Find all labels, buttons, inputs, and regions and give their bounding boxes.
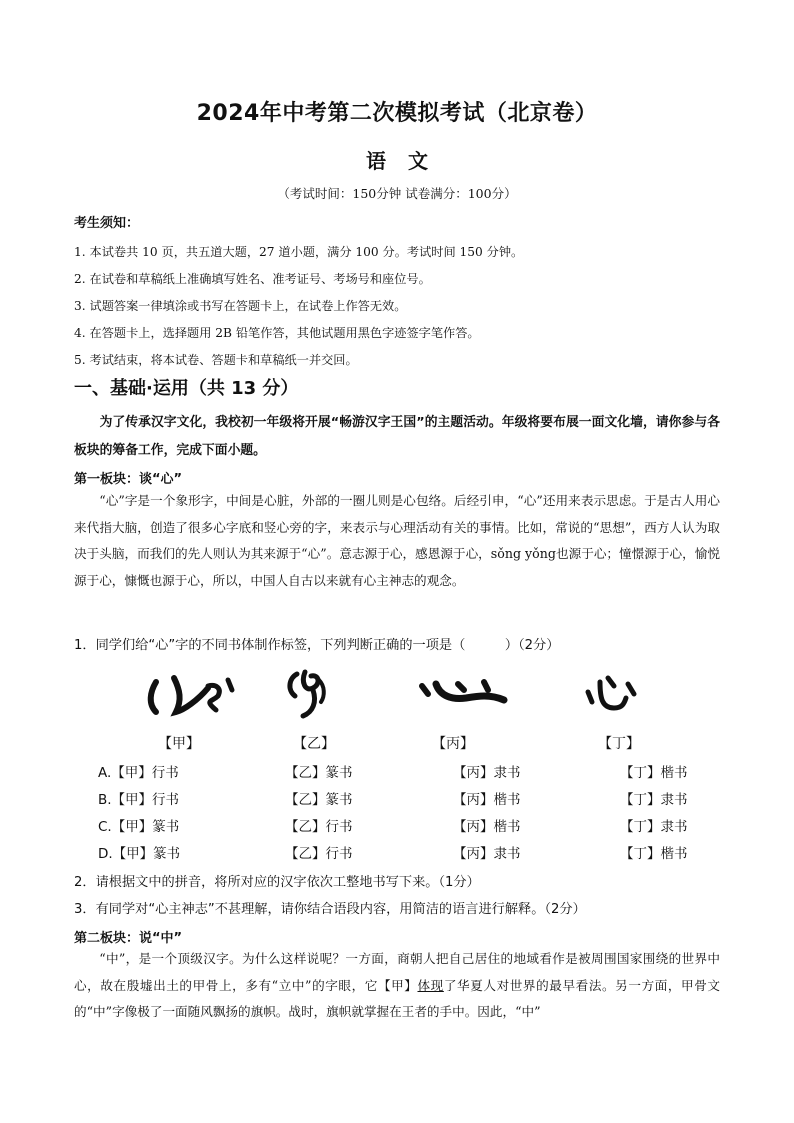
option-b-col3: 【丙】楷书 [453,792,521,808]
block2-text-a: “中”，是一个顶级汉字。为什么这样说呢？一方面，商朝人把自己居住的地域看作是被周围国家围绕的世界中心，故在殷墟出土的甲骨上，多有“立中”的字眼，它【甲】 [74,951,720,993]
subject-heading [0,145,794,174]
option-c-col4: 【丁】隶书 [620,819,688,835]
glyph-label-jia: 【甲】 [158,736,200,752]
notice-item-2: 2. 在试卷和草稿纸上准确填写姓名、准考证号、考场号和座位号。 [74,272,431,286]
question-2: 2．请根据文中的拼音，将所对应的汉字依次工整地书写下来。（1分） [74,875,480,890]
block1-title: 第一板块：谈“心” [74,472,183,487]
glyph-jia-image [146,670,238,720]
exam-time-info: （考试时间：150分钟 试卷满分：100分） [277,186,517,201]
option-b-col1[interactable]: B.【甲】行书 [98,792,180,808]
block1-passage-text: “心”字是一个象形字，中间是心脏，外部的一圈儿则是心包络。后经引申，“心”还用来表示思虑。于是古人用心来代指大脑，创造了很多心字底和竖心旁的字，来表示与心理活动有关的事情。比如，常说的“思想”，西方人认为取决于头脑，而我们的先人则认为其来源于“心”。意志源于心，感恩源于心，sǒng yǒng也源于心；憧憬源于心，愉悦源于心，慷慨也源于心，所以，中国人自古以来就有心主神志的观念。 [74,493,720,588]
option-b-col2: 【乙】篆书 [285,792,353,808]
option-d-col3: 【丙】隶书 [453,846,521,862]
option-d-col1[interactable]: D.【甲】篆书 [98,846,181,862]
option-d-col4: 【丁】楷书 [620,846,688,862]
subject-char-2: 文 [408,149,428,173]
notice-item-3: 3. 试题答案一律填涂或书写在答题卡上，在试卷上作答无效。 [74,299,407,313]
option-a-col2: 【乙】篆书 [285,765,353,781]
glyph-label-bing: 【丙】 [432,736,474,752]
notice-item-1: 1. 本试卷共 10 页，共五道大题，27 道小题，满分 100 分。考试时间 150 分钟。 [74,245,524,259]
option-b-col4: 【丁】隶书 [620,792,688,808]
notice-item-4: 4. 在答题卡上，选择题用 2B 铅笔作答，其他试题用黑色字迹签字笔作答。 [74,326,480,340]
question-3: 3．有同学对“心主神志”不甚理解，请你结合语段内容，用简洁的语言进行解释。（2分） [74,902,586,917]
option-c-col3: 【丙】楷书 [453,819,521,835]
option-c-col2: 【乙】行书 [285,819,353,835]
subject-char-1: 语 [366,149,386,173]
block2-title: 第二板块：说“中” [74,931,183,946]
glyph-ding-image [582,672,638,716]
block2-text-b: 了华夏人对世界的最早看法。另一方面，甲骨文的“中”字像极了一面随风飘扬的旗帜。战时，旗帜就掌握在王者的手中。因此，“中” [74,977,721,1019]
glyph-yi-image [283,666,329,722]
option-d-col2: 【乙】行书 [285,846,353,862]
block2-passage [74,946,720,1026]
block2-passage-text [74,946,720,1026]
question-1: 1．同学们给“心”字的不同书体制作标签，下列判断正确的一项是（ ）（2分） [74,638,560,653]
notice-heading: 考生须知： [74,216,140,231]
section-heading: 一、基础·运用（共 13 分） [74,378,299,399]
glyph-bing-image [418,678,508,708]
option-c-col1[interactable]: C.【甲】篆书 [98,819,180,835]
section-intro-text: 为了传承汉字文化，我校初一年级将开展“畅游汉字王国”的主题活动。年级将要布展一面文化墙，请你参与各板块的筹备工作，完成下面小题。 [74,415,720,458]
section-intro [74,409,720,465]
notice-item-5: 5. 考试结束，将本试卷、答题卡和草稿纸一并交回。 [74,353,358,367]
option-a-col4: 【丁】楷书 [620,765,688,781]
option-a-col1[interactable]: A.【甲】行书 [98,765,179,781]
option-a-col3: 【丙】隶书 [453,765,521,781]
glyph-label-yi: 【乙】 [293,736,335,752]
glyph-label-ding: 【丁】 [598,736,640,752]
block1-passage [74,488,720,594]
block2-underlined-word: 体现 [417,977,444,993]
page-title: 2024年中考第二次模拟考试（北京卷） [196,101,598,126]
